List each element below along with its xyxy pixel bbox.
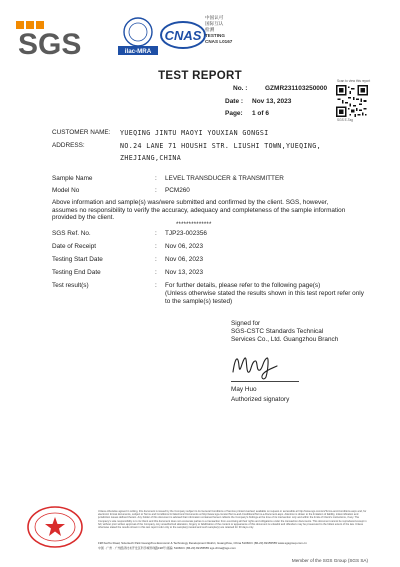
signatory-role: Authorized signatory bbox=[231, 396, 290, 403]
footer-terms: Unless otherwise agreed in writing, this document is issued by the Company subject to its General Conditions of Service printed overleaf, available on request or accessible at http://www.sgs.com/en/Terms-and-Conditions.aspx and, for electronic format documents, subject to Terms and Conditions for Electronic Documents at http://www.sgs.com/en/Terms-and-Conditions/Terms-e-Document.aspx. Attention is drawn to the limitation of liability, indemnification and jurisdiction issues defined therein. Any holder of this document is advised that information contained hereon reflects the Company's findings at the time of its intervention only and within the limits of Client's instructions, if any. The Company's sole responsibility is to its Client and this document does not exonerate parties to a transaction from exercising all their rights and obligations under the transaction documents. This document cannot be reproduced except in full, without prior written approval of the Company. Any unauthorized alteration, forgery or falsification of the content or appearance of this document is unlawful and offenders may be prosecuted to the fullest extent of the law. Unless otherwise stated the results shown in this test report refer only to the sample(s) tested and such sample(s) are retained for 30 days only. bbox=[98, 510, 367, 530]
separator-stars: ************** bbox=[176, 222, 212, 228]
address-line-2: ZHEJIANG,CHINA bbox=[120, 154, 182, 162]
ilac-mra-logo bbox=[118, 16, 158, 64]
qr-top-caption: Scan to view this report bbox=[337, 79, 371, 83]
start-date-colon: : bbox=[155, 256, 157, 263]
sample-name-colon: : bbox=[155, 175, 157, 182]
cnas-number: CNAS L0167 bbox=[205, 39, 233, 44]
receipt-date-value: Nov 06, 2023 bbox=[165, 243, 204, 250]
sgs-member-text: Member of the SGS Group (SGS SA) bbox=[291, 558, 368, 563]
end-date-colon: : bbox=[155, 269, 157, 276]
sgs-logo-text: SGS bbox=[18, 28, 82, 58]
test-result-label: Test result(s) bbox=[52, 282, 89, 289]
footer-address-cn: 中国 · 广州 · 广州经济技术开发区科学城科珠路198号 邮编: 510663 t (86-20) 82155555 sgs.china@sgs.com bbox=[98, 546, 236, 550]
address-label: ADDRESS: bbox=[52, 142, 85, 149]
receipt-date-label: Date of Receipt bbox=[52, 243, 97, 250]
report-title: TEST REPORT bbox=[158, 70, 242, 82]
cnas-testing: TESTING bbox=[205, 33, 225, 38]
sample-name-label: Sample Name bbox=[52, 175, 93, 182]
disclaimer-text: Above information and sample(s) was/were submitted and confirmed by the client. SGS, however, assumes no responsibility to verify the accuracy, adequacy and completeness of the sample information provided by the client. bbox=[52, 199, 346, 222]
cnas-accreditation-text bbox=[205, 15, 232, 45]
start-date-value: Nov 06, 2023 bbox=[165, 256, 204, 263]
model-no-colon: : bbox=[155, 187, 157, 194]
cnas-cn-3: 检测 bbox=[205, 27, 215, 32]
report-date-value: Nov 13, 2023 bbox=[252, 98, 292, 105]
start-date-label: Testing Start Date bbox=[52, 256, 103, 263]
model-no-value: PCM260 bbox=[165, 187, 190, 194]
report-page-value: 1 of 6 bbox=[252, 110, 269, 117]
signing-org-line-1: SGS-CSTC Standards Technical bbox=[231, 328, 324, 335]
inspection-stamp bbox=[26, 505, 84, 549]
signatory-name: May Huo bbox=[231, 386, 257, 393]
test-result-line-2: (Unless otherwise stated the results shown in this test report refer only bbox=[165, 290, 364, 297]
cnas-cn-2: 国际互认 bbox=[205, 21, 224, 26]
report-no-label: No. : bbox=[233, 85, 248, 92]
signing-org-line-2: Services Co., Ltd. Guangzhou Branch bbox=[231, 336, 339, 343]
cnas-cn-1: 中国认可 bbox=[205, 15, 224, 20]
qr-code[interactable] bbox=[336, 85, 368, 117]
signature-line bbox=[231, 381, 299, 382]
end-date-label: Testing End Date bbox=[52, 269, 101, 276]
ilac-text: ilac-MRA bbox=[124, 48, 152, 55]
address-line-1: NO.24 LANE 71 HOUSHI STR. LIUSHI TOWN,YUEQING, bbox=[120, 142, 322, 150]
sgs-logo bbox=[14, 18, 104, 58]
receipt-date-colon: : bbox=[155, 243, 157, 250]
report-no-value: GZMR231103250000 bbox=[265, 85, 328, 92]
qr-bottom-caption: SGS E-Tag bbox=[337, 118, 353, 122]
sgs-ref-value: TJP23-002356 bbox=[165, 230, 207, 237]
sgs-ref-label: SGS Ref. No. bbox=[52, 230, 91, 237]
test-result-line-1: For further details, please refer to the following page(s) bbox=[165, 282, 321, 289]
handwritten-signature bbox=[229, 348, 281, 382]
customer-name-label: CUSTOMER NAME: bbox=[52, 129, 111, 136]
signed-for-label: Signed for bbox=[231, 320, 261, 327]
report-date-label: Date : bbox=[225, 98, 244, 105]
report-page-label: Page: bbox=[225, 110, 243, 117]
model-no-label: Model No bbox=[52, 187, 80, 194]
sgs-ref-colon: : bbox=[155, 230, 157, 237]
test-result-line-3: to the sample(s) tested) bbox=[165, 298, 233, 305]
sample-name-value: LEVEL TRANSDUCER & TRANSMITTER bbox=[165, 175, 284, 182]
customer-name-value: YUEQING JINTU MAOYI YOUXIAN GONGSI bbox=[120, 129, 269, 137]
test-result-colon: : bbox=[155, 282, 157, 289]
cnas-logo bbox=[160, 20, 206, 50]
end-date-value: Nov 13, 2023 bbox=[165, 269, 204, 276]
cnas-text: CNAS bbox=[164, 28, 202, 43]
footer-address-en: 198 Kezhu Road, Scientech Park Guangzhou Economic & Technology Development District, Guangzhou, China 510663 t (86-20) 82155555 www.sgsgroup.com.cn bbox=[98, 541, 307, 545]
